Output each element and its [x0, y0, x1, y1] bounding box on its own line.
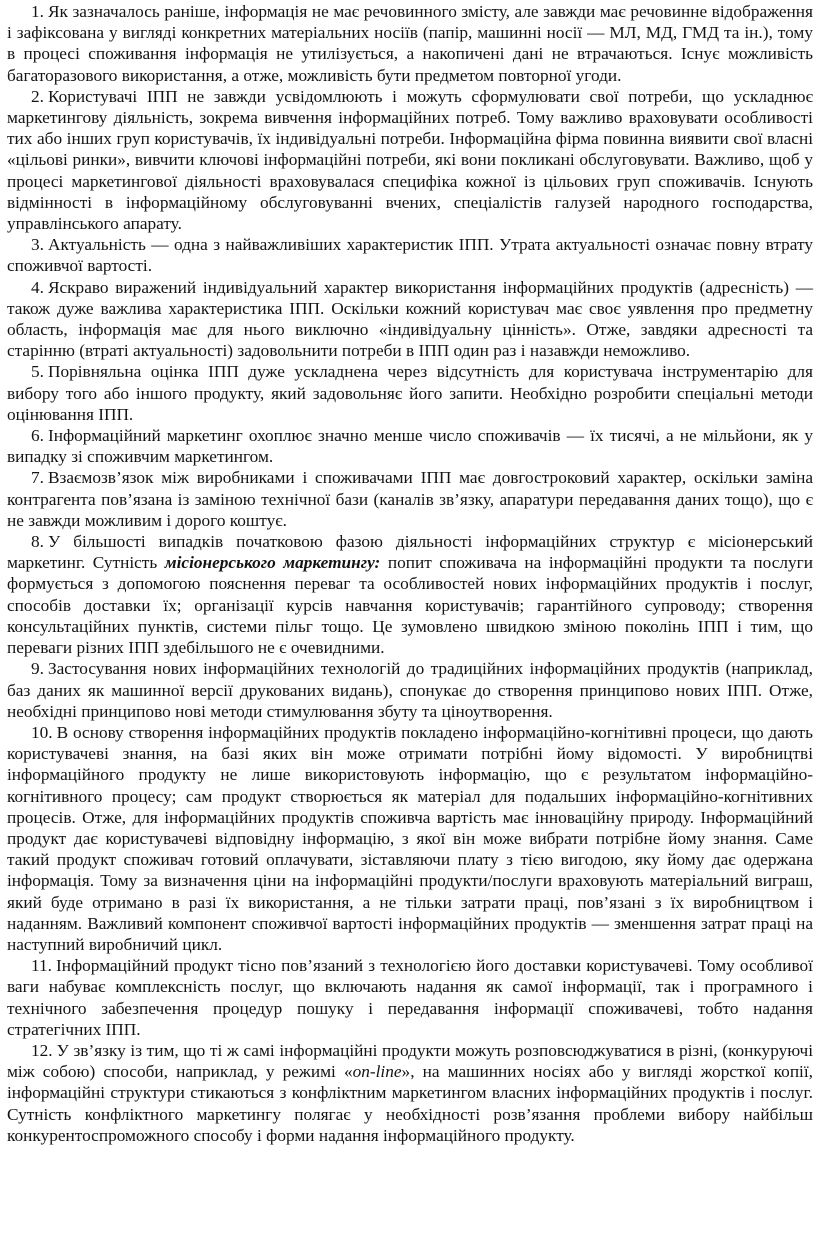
paragraph-text: Застосування нових інформаційних технологій до традиційних інформаційних продуктів (наприклад, баз даних як машинної версії друкованих видань), спонукає до створення принципово нових ІПП. Отже, необхідні принципово нові методи стимулювання збуту та ціноутворення. — [7, 659, 813, 721]
paragraph-number: 5. — [31, 362, 44, 382]
paragraph-number: 3. — [31, 235, 44, 255]
paragraph-11 — [7, 955, 813, 1040]
paragraph-10 — [7, 722, 813, 955]
paragraph-9 — [7, 658, 813, 722]
paragraph-text: Користувачі ІПП не завжди усвідомлюють і можуть сформулювати свої потреби, що ускладнює маркетингову діяльність, зокрема вивчення інформаційних потреб. Тому важливо враховувати особливості тих або інших груп користувачів, їх індивідуальні потреби. Інформаційна фірма повинна виявити свої власні «цільові ринки», вивчити ключові інформаційні потреби, які вони покликані обслуговувати. Важливо, щоб у процесі маркетингової діяльності враховувалася специфіка кожної із цільових груп споживачів. Існують відмінності в інформаційному обслуговуванні вчених, спеціалістів галузей народного господарства, управлінського апарату. — [7, 86, 813, 234]
paragraph-3 — [7, 234, 813, 276]
italic-term: on-line — [352, 1062, 402, 1082]
paragraph-12 — [7, 1040, 813, 1146]
paragraph-text: Актуальність — одна з найважливіших характеристик ІПП. Утрата актуальності означає повну втрату споживчої вартості. — [7, 235, 813, 276]
paragraph-number: 6. — [31, 426, 44, 446]
paragraph-8 — [7, 531, 813, 658]
paragraph-number: 10. — [31, 722, 53, 742]
paragraph-number: 1. — [31, 2, 44, 21]
paragraph-text: Взаємозв’язок між виробниками і споживачами ІПП має довгостроковий характер, оскільки заміна контрагента пов’язана із заміною технічної бази (каналів зв’язку, апаратури передавання даних тощо), що є не завжди можливим і дорого коштує. — [7, 468, 813, 530]
paragraph-number: 12. — [31, 1040, 53, 1060]
paragraph-text-after: », на машинних носіях або у вигляді жорсткої копії, інформаційні структури стикаються з конфліктним маркетингом власних інформаційних продуктів і послуг. Сутність конфліктного маркетингу полягає у необхідності розв’язання проблеми вибору найбільш конкурентоспроможного способу і форми надання інформаційного продукту. — [7, 1062, 813, 1145]
paragraph-1 — [7, 1, 813, 86]
paragraph-number: 4. — [31, 277, 44, 297]
paragraph-text-before: У більшості випадків початковою фазою діяльності інформаційних структур є місіонерський маркетинг. Сутність — [7, 532, 813, 573]
paragraph-text: Інформаційний продукт тісно пов’язаний з технологією його доставки користувачеві. Тому особливої ваги набуває комплексність послуг, що включають надання як самої інформації, так і програмного і технічного забезпечення процедур пошуку і передавання інформації споживачеві, тобто надання стратегічних ІПП. — [7, 956, 813, 1039]
paragraph-number: 8. — [31, 532, 44, 552]
paragraph-7 — [7, 467, 813, 531]
emphasis-term: місіонерського маркетингу: — [164, 553, 381, 573]
paragraph-text: Як зазначалось раніше, інформація не має речовинного змісту, але завжди має речовинне відображення і зафіксована у вигляді конкретних матеріальних носіїв (папір, машинні носії — МЛ, МД, ГМД та ін.), тому в процесі споживання інформація не утилізується, а накопичені дані не втрачаються. Існує можливість багаторазового використання, а отже, можливість бути предметом повторної угоди. — [7, 2, 813, 85]
paragraph-2 — [7, 86, 813, 234]
paragraph-4 — [7, 277, 813, 362]
paragraph-text-after: попит споживача на інформаційні продукти та послуги формується з допомогою пояснення переваг та особливостей нових інформаційних продуктів і послуг, способів доставки їх; організації курсів навчання користувачів; гарантійного супроводу; створення консультаційних пунктів, системи пільг тощо. Це зумовлено швидкою зміною поколінь ІПП і тим, що переваги різних ІПП здебільшого не є очевидними. — [7, 553, 813, 658]
paragraph-text: Яскраво виражений індивідуальний характер використання інформаційних продуктів (адресність) — також дуже важлива характеристика ІПП. Оскільки кожний користувач має своє уявлення про предметну область, інформація має для нього виключно «індивідуальну цінність». Отже, завдяки адресності та старінню (втраті актуальності) задовольнити потреби в ІПП один раз і назавжди неможливо. — [7, 277, 813, 361]
paragraph-text: Порівняльна оцінка ІПП дуже ускладнена через відсутність для користувача інструментарію для вибору того або іншого продукту, який задовольняє його запити. Необхідно розробити спеціальні методи оцінювання ІПП. — [7, 362, 813, 424]
paragraph-text: Інформаційний маркетинг охоплює значно менше число споживачів — їх тисячі, а не мільйони, як у випадку зі споживчим маркетингом. — [7, 426, 813, 467]
paragraph-text-before: У зв’язку із тим, що ті ж самі інформаційні продукти можуть розповсюджуватися в різні, (конкуруючі між собою) способи, наприклад, у режимі « — [7, 1040, 813, 1082]
paragraph-6 — [7, 425, 813, 467]
paragraph-5 — [7, 361, 813, 425]
paragraph-number: 11. — [31, 956, 52, 976]
paragraph-number: 2. — [31, 86, 44, 106]
paragraph-number: 9. — [31, 659, 44, 679]
paragraph-text: В основу створення інформаційних продуктів покладено інформаційно-когнітивні процеси, що дають користувачеві знання, на базі яких він може отримати потрібні йому відомості. У виробництві інформаційного продукту не лише використовують інформацію, що є результатом інформаційно-когнітивного процесу; сам продукт створюється як матеріал для подальших інформаційно-когнітивних процесів. Отже, для інформаційних продуктів споживча вартість має інноваційну природу. Інформаційний продукт дає користувачеві відповідну інформацію, з якої він може вибрати потрібне йому знання. Саме такий продукт споживач готовий оплачувати, зіставляючи плату з тією вигодою, яку йому дає одержана інформація. Тому за визначення ціни на інформаційні продукти/послуги враховують матеріальний виграш, який буде отримано в разі їх використання, а не тільки затрати праці, пов’язані з їх виробництвом і наданням. Важливий компонент споживчої вартості інформаційних продуктів — зменшення затрат праці на наступний виробничий цикл. — [7, 722, 813, 954]
paragraph-number: 7. — [31, 468, 44, 488]
